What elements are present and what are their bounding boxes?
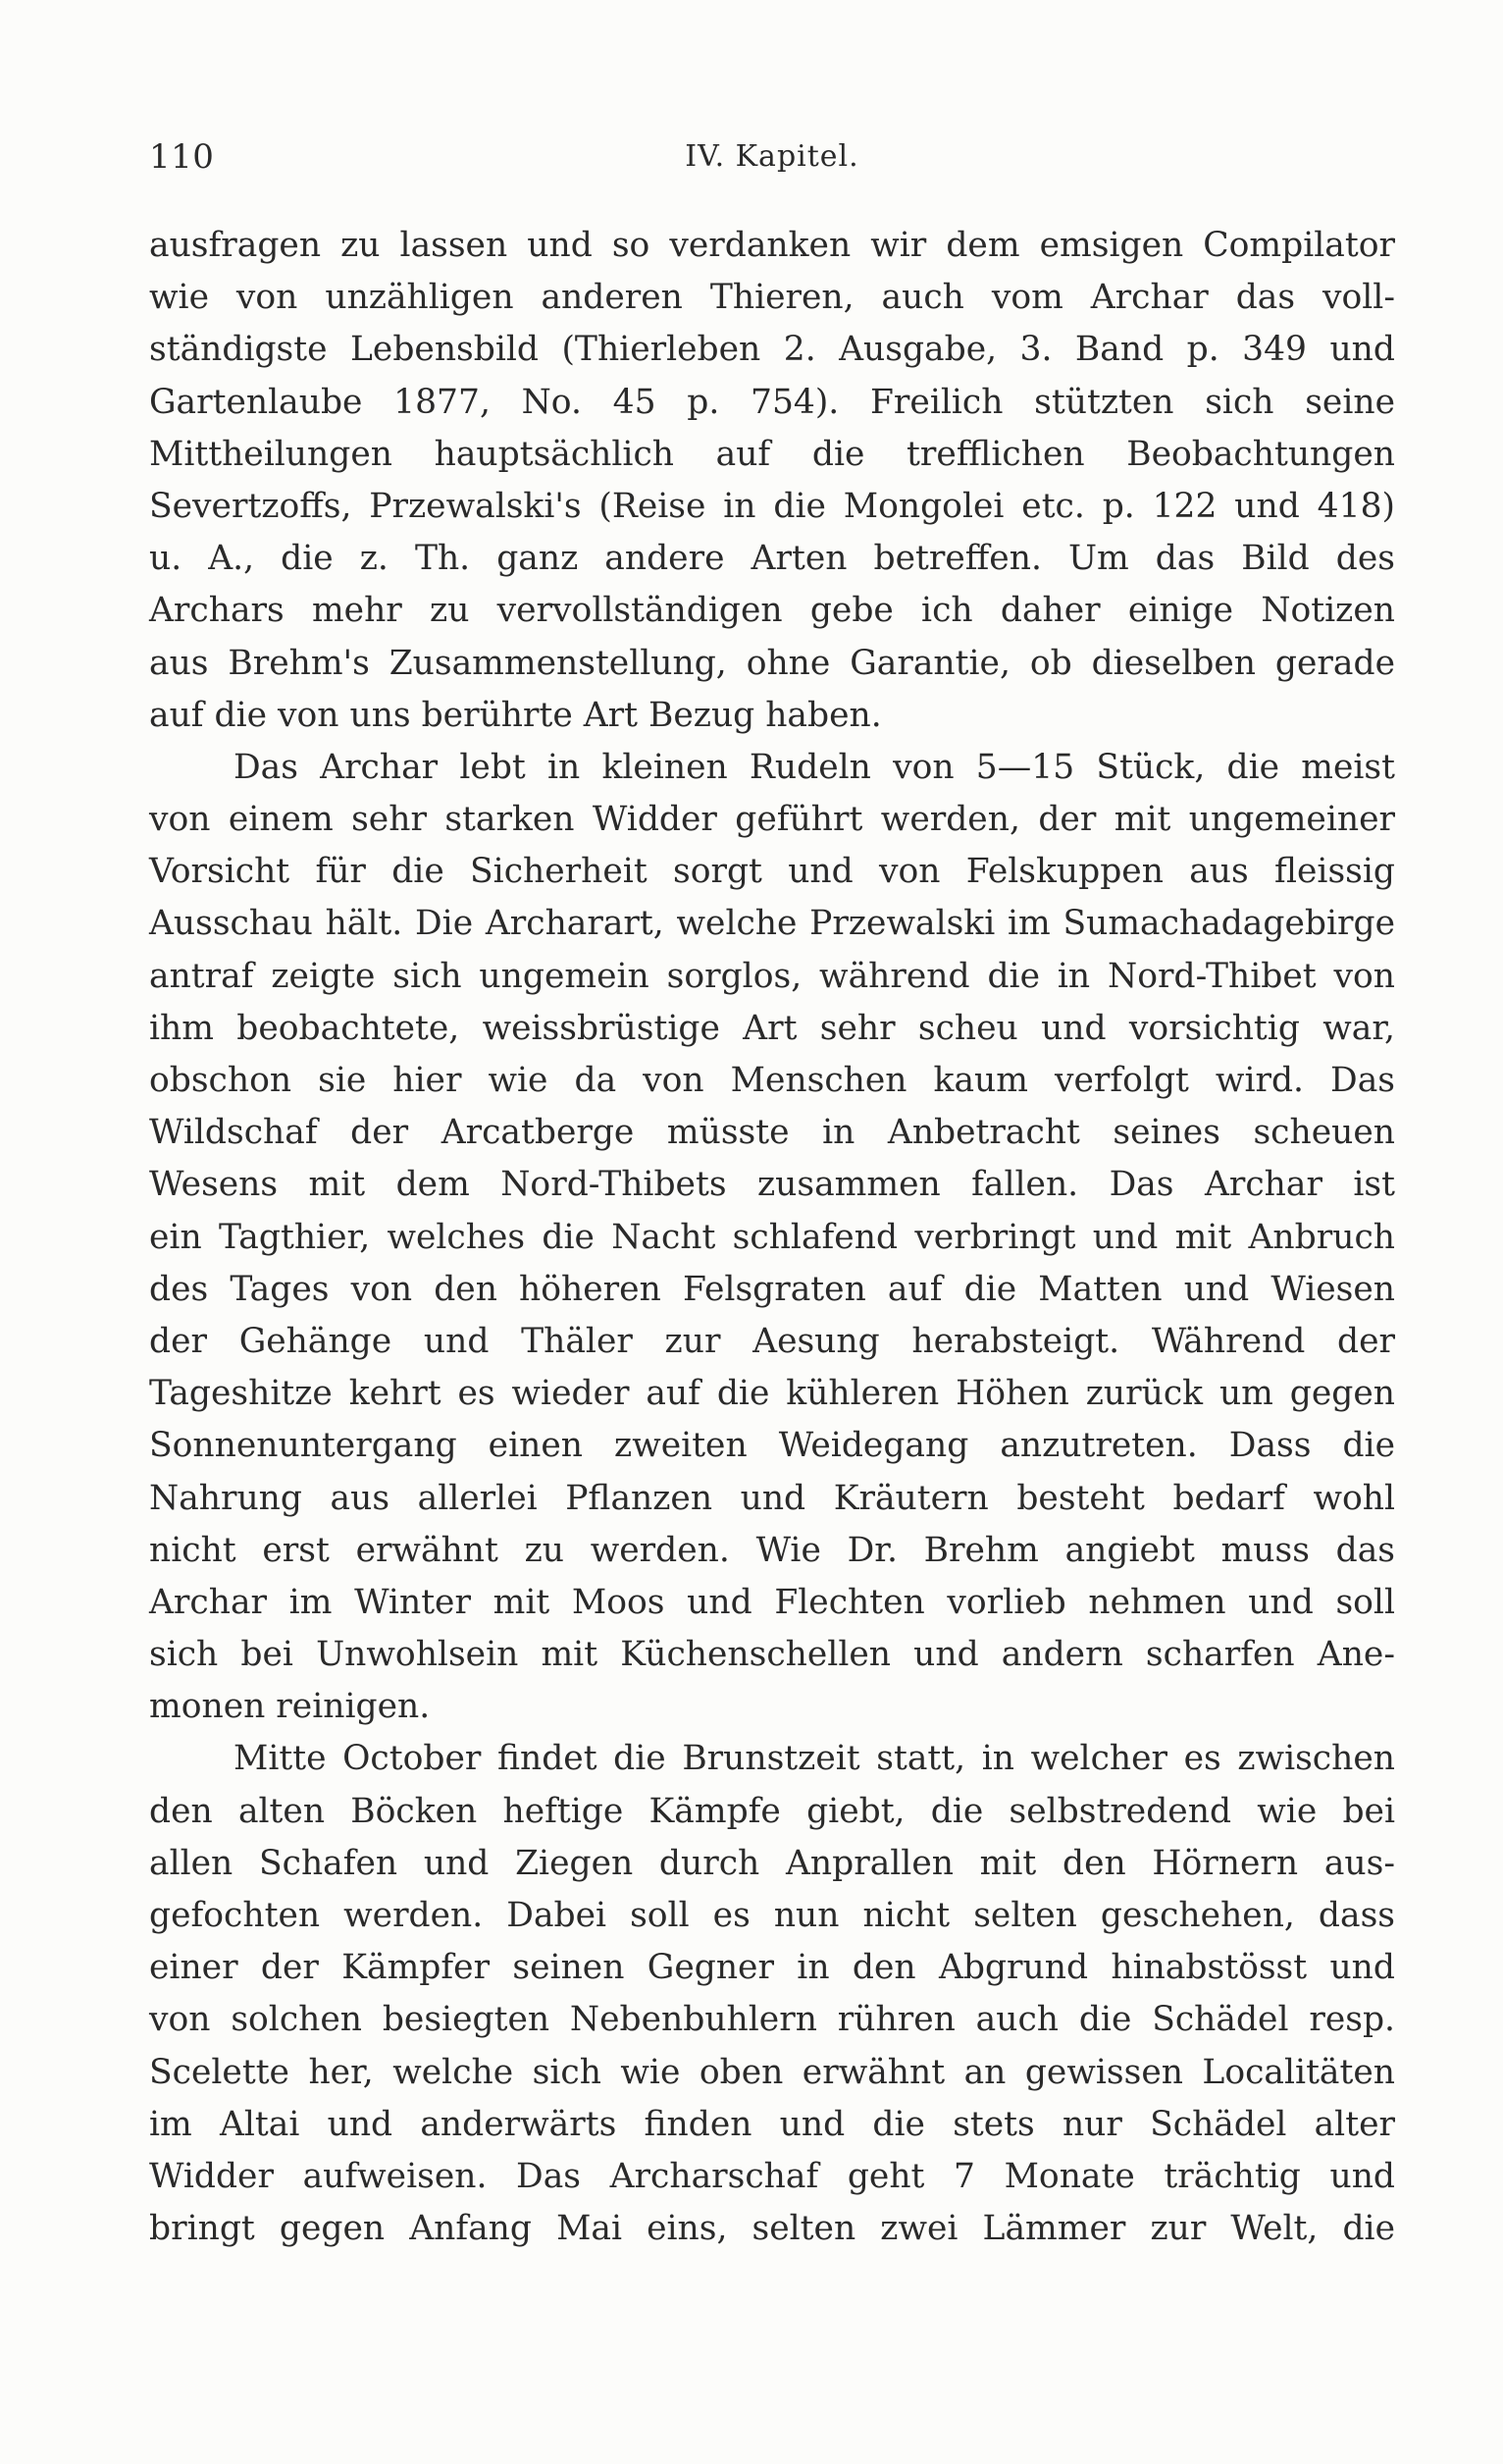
text-line: von solchen besiegten Nebenbuhlern rühren auch die Schädel resp.	[149, 2000, 1395, 2040]
text-line: ein Tagthier, welches die Nacht schlafend verbringt und mit Anbruch	[149, 1217, 1395, 1257]
text-line: der Gehänge und Thäler zur Aesung herabsteigt. Während der	[149, 1321, 1395, 1361]
text-line: Tageshitze kehrt es wieder auf die kühleren Höhen zurück um gegen	[149, 1374, 1395, 1414]
body-text	[149, 220, 1395, 2255]
text-line: antraf zeigte sich ungemein sorglos, während die in Nord-Thibet von	[149, 956, 1395, 996]
text-line: Gartenlaube 1877, No. 45 p. 754). Freilich stützten sich seine	[149, 382, 1395, 422]
text-line: auf die von uns berührte Art Bezug haben.	[149, 695, 882, 735]
text-line: Vorsicht für die Sicherheit sorgt und von Felskuppen aus fleissig	[149, 852, 1395, 892]
text-line: Scelette her, welche sich wie oben erwähnt an gewissen Localitäten	[149, 2052, 1395, 2092]
text-line: obschon sie hier wie da von Menschen kaum verfolgt wird. Das	[149, 1061, 1395, 1100]
text-line: im Altai und anderwärts finden und die stets nur Schädel alter	[149, 2104, 1395, 2144]
text-line: Sonnenuntergang einen zweiten Weidegang anzutreten. Dass die	[149, 1426, 1395, 1466]
text-line: Nahrung aus allerlei Pflanzen und Kräutern besteht bedarf wohl	[149, 1478, 1395, 1518]
text-line: den alten Böcken heftige Kämpfe giebt, die selbstredend wie bei	[149, 1791, 1395, 1831]
text-line: monen reinigen.	[149, 1687, 431, 1727]
text-line: Mitte October findet die Brunstzeit statt, in welcher es zwischen	[233, 1739, 1395, 1779]
text-line: aus Brehm's Zusammenstellung, ohne Garantie, ob dieselben gerade	[149, 643, 1395, 683]
text-line: Severtzoffs, Przewalski's (Reise in die Mongolei etc. p. 122 und 418)	[149, 486, 1395, 526]
text-line: nicht erst erwähnt zu werden. Wie Dr. Brehm angiebt muss das	[149, 1530, 1395, 1570]
text-line: wie von unzähligen anderen Thieren, auch vom Archar das voll-	[149, 278, 1395, 318]
text-line: Archar im Winter mit Moos und Flechten vorlieb nehmen und soll	[149, 1582, 1395, 1622]
text-line: bringt gegen Anfang Mai eins, selten zwei Lämmer zur Welt, die	[149, 2209, 1395, 2249]
text-line: Widder aufweisen. Das Archarschaf geht 7 Monate trächtig und	[149, 2156, 1395, 2196]
text-line: ausfragen zu lassen und so verdanken wir dem emsigen Compilator	[149, 226, 1395, 265]
text-line: Das Archar lebt in kleinen Rudeln von 5—15 Stück, die meist	[233, 747, 1395, 787]
text-line: ständigste Lebensbild (Thierleben 2. Ausgabe, 3. Band p. 349 und	[149, 330, 1395, 370]
text-line: einer der Kämpfer seinen Gegner in den Abgrund hinabstösst und	[149, 1948, 1395, 1988]
page-header	[149, 133, 1395, 181]
text-line: Wildschaf der Arcatberge müsste in Anbetracht seines scheuen	[149, 1113, 1395, 1153]
text-line: von einem sehr starken Widder geführt werden, der mit ungemeiner	[149, 800, 1395, 840]
text-line: ihm beobachtete, weissbrüstige Art sehr scheu und vorsichtig war,	[149, 1008, 1395, 1048]
text-line: u. A., die z. Th. ganz andere Arten betreffen. Um das Bild des	[149, 539, 1395, 579]
text-line: des Tages von den höheren Felsgraten auf die Matten und Wiesen	[149, 1269, 1395, 1309]
text-line: Ausschau hält. Die Archarart, welche Przewalski im Sumachadagebirge	[149, 904, 1395, 944]
text-line: sich bei Unwohlsein mit Küchenschellen und andern scharfen Ane-	[149, 1635, 1395, 1675]
text-line: Mittheilungen hauptsächlich auf die trefflichen Beobachtungen	[149, 434, 1395, 474]
text-line: gefochten werden. Dabei soll es nun nicht selten geschehen, dass	[149, 1896, 1395, 1935]
text-line: Archars mehr zu vervollständigen gebe ich daher einige Notizen	[149, 591, 1395, 631]
text-line: Wesens mit dem Nord-Thibets zusammen fallen. Das Archar ist	[149, 1165, 1395, 1205]
text-line: allen Schafen und Ziegen durch Anprallen mit den Hörnern aus-	[149, 1843, 1395, 1883]
running-head: IV. Kapitel.	[685, 139, 859, 174]
page-number: 110	[149, 137, 215, 177]
